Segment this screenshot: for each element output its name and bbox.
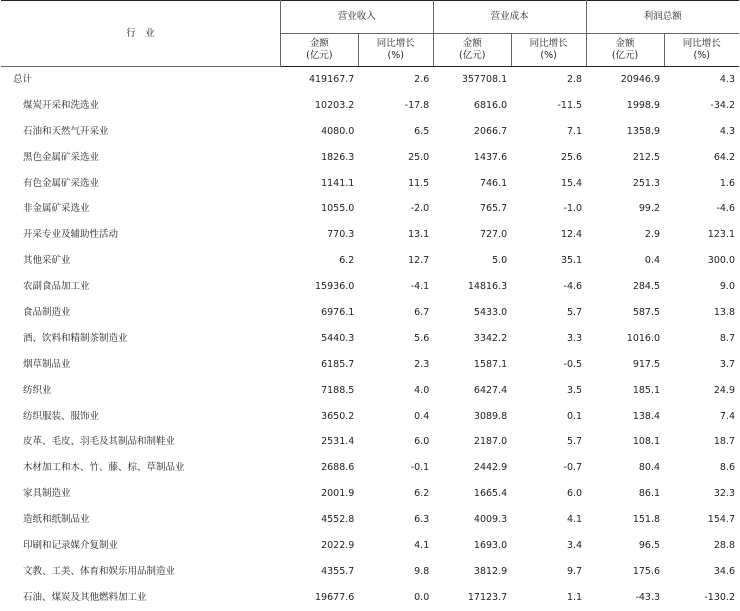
table-row — [1, 326, 739, 352]
cost-amount-cell: 5433.0 — [473, 306, 508, 318]
table-row — [1, 455, 739, 481]
cost-amount-cell: 2066.7 — [473, 125, 508, 137]
table-row — [1, 274, 739, 300]
revenue-growth-cell: 6.5 — [414, 125, 430, 137]
profit-amount-header: 金额 (亿元) — [586, 34, 664, 67]
profit-growth-cell: 154.7 — [707, 514, 735, 526]
revenue-growth-cell: 6.0 — [414, 436, 430, 448]
cost-growth-cell: -0.7 — [563, 462, 583, 474]
table-row — [1, 378, 739, 404]
table-row — [1, 248, 739, 274]
table-row — [1, 352, 739, 378]
cost-growth-cell: -0.5 — [563, 358, 583, 370]
cost-amount-cell: 765.7 — [479, 203, 508, 215]
cost-growth-cell: 0.1 — [566, 410, 583, 422]
profit-growth-cell: 4.3 — [719, 73, 735, 85]
revenue-growth-cell: 6.2 — [414, 488, 430, 500]
table-row — [1, 93, 739, 119]
revenue-amount-cell: 2001.9 — [321, 488, 355, 500]
cost-amount-cell: 5.0 — [492, 255, 508, 267]
cost-amount-header: 金额 (亿元) — [433, 34, 511, 67]
table-row — [1, 481, 739, 507]
revenue-growth-cell: 2.3 — [414, 358, 430, 370]
profit-growth-cell: 18.7 — [713, 436, 735, 448]
profit-amount-cell: 917.5 — [632, 358, 661, 370]
profit-amount-cell: 96.5 — [638, 539, 661, 551]
profit-growth-cell: 300.0 — [707, 255, 735, 267]
revenue-growth-cell: 25.0 — [408, 151, 430, 163]
cost-amount-cell: 2442.9 — [473, 462, 508, 474]
profit-growth-cell: 8.6 — [719, 462, 735, 474]
industry-financials-table — [1, 0, 739, 611]
cost-growth-cell: 5.7 — [566, 436, 583, 448]
industry-name-cell: 黑色金属矿采选业 — [23, 151, 100, 163]
cost-growth-cell: 1.1 — [566, 591, 583, 603]
cost-amount-cell: 6816.0 — [473, 99, 508, 111]
industry-name-cell: 木材加工和木、竹、藤、棕、草制品业 — [23, 462, 185, 474]
revenue-growth-cell: 5.6 — [414, 332, 430, 344]
cost-amount-cell: 1437.6 — [473, 151, 508, 163]
revenue-amount-cell: 1055.0 — [321, 203, 355, 215]
profit-growth-header: 同比增长 (%) — [664, 34, 739, 67]
cost-growth-cell: 15.4 — [560, 177, 583, 189]
profit-amount-cell: 185.1 — [632, 384, 661, 396]
cost-growth-cell: 2.8 — [566, 73, 583, 85]
revenue-amount-cell: 2531.4 — [321, 436, 355, 448]
cost-growth-cell: 7.1 — [566, 125, 583, 137]
profit-amount-cell: 1998.9 — [626, 99, 661, 111]
profit-amount-cell: 212.5 — [632, 151, 661, 163]
profit-growth-cell: 1.6 — [719, 177, 735, 189]
profit-amount-cell: 80.4 — [638, 462, 661, 474]
revenue-amount-cell: 4552.8 — [321, 514, 355, 526]
profit-growth-cell: -34.2 — [710, 99, 735, 111]
revenue-growth-cell: 2.6 — [414, 73, 430, 85]
profit-amount-cell: 0.4 — [644, 255, 661, 267]
cost-amount-cell: 1693.0 — [473, 539, 508, 551]
profit-amount-cell: 151.8 — [632, 514, 661, 526]
cost-growth-cell: 5.7 — [566, 306, 583, 318]
revenue-growth-header: 同比增长 (%) — [358, 34, 433, 67]
revenue-amount-cell: 6185.7 — [321, 358, 355, 370]
cost-amount-cell: 1587.1 — [473, 358, 508, 370]
industry-name-cell: 其他采矿业 — [23, 255, 71, 267]
revenue-growth-cell: 0.4 — [414, 410, 430, 422]
revenue-amount-cell: 7188.5 — [321, 384, 355, 396]
cost-amount-cell: 14816.3 — [467, 281, 508, 293]
revenue-growth-cell: 6.7 — [414, 306, 430, 318]
profit-amount-cell: 20946.9 — [620, 73, 661, 85]
revenue-growth-cell: 0.0 — [414, 591, 430, 603]
revenue-amount-cell: 419167.7 — [308, 73, 355, 85]
profit-growth-cell: 24.9 — [713, 384, 735, 396]
industry-header: 行 业 — [1, 1, 280, 67]
industry-name-cell: 非金属矿采选业 — [23, 203, 90, 215]
profit-amount-cell: 1016.0 — [626, 332, 661, 344]
profit-growth-cell: -130.2 — [704, 591, 735, 603]
revenue-growth-cell: 13.1 — [408, 229, 430, 241]
profit-amount-cell: 284.5 — [632, 281, 661, 293]
industry-name-cell: 造纸和纸制品业 — [23, 514, 90, 526]
revenue-amount-cell: 10203.2 — [315, 99, 355, 111]
table-row — [1, 222, 739, 248]
profit-growth-cell: 3.7 — [719, 358, 735, 370]
table-row — [1, 145, 739, 171]
profit-amount-cell: 2.9 — [644, 229, 661, 241]
industry-name-cell: 煤炭开采和洗选业 — [23, 99, 100, 111]
profit-growth-cell: 4.3 — [719, 125, 735, 137]
table-row — [1, 533, 739, 559]
cost-growth-cell: -4.6 — [563, 281, 583, 293]
cost-amount-cell: 4009.3 — [473, 514, 508, 526]
profit-growth-cell: 28.8 — [713, 539, 735, 551]
table-row — [1, 171, 739, 197]
cost-growth-header: 同比增长 (%) — [511, 34, 586, 67]
profit-amount-cell: 1358.9 — [626, 125, 661, 137]
cost-growth-cell: 3.3 — [566, 332, 583, 344]
cost-growth-cell: 3.5 — [566, 384, 583, 396]
table-row — [1, 196, 739, 222]
cost-amount-cell: 17123.7 — [467, 591, 508, 603]
revenue-growth-cell: 9.8 — [414, 565, 430, 577]
industry-name-cell: 家具制造业 — [23, 488, 71, 500]
profit-amount-cell: 138.4 — [632, 410, 661, 422]
revenue-amount-cell: 5440.3 — [321, 332, 355, 344]
revenue-growth-cell: 11.5 — [408, 177, 430, 189]
revenue-amount-cell: 1141.1 — [321, 177, 355, 189]
revenue-growth-cell: 4.0 — [414, 384, 430, 396]
revenue-header: 营业收入 — [280, 1, 433, 34]
profit-growth-cell: 13.8 — [713, 306, 735, 318]
table-row — [1, 559, 739, 585]
profit-header: 利润总额 — [586, 1, 739, 34]
industry-name-cell: 农副食品加工业 — [23, 281, 90, 293]
revenue-amount-header: 金额 (亿元) — [280, 34, 358, 67]
profit-amount-cell: 99.2 — [638, 203, 661, 215]
table-row — [1, 300, 739, 326]
revenue-amount-cell: 2688.6 — [321, 462, 355, 474]
industry-name-cell: 石油和天然气开采业 — [23, 125, 109, 137]
revenue-amount-cell: 1826.3 — [321, 151, 355, 163]
table-body — [1, 67, 739, 611]
profit-growth-cell: -4.6 — [716, 203, 735, 215]
profit-growth-cell: 7.4 — [719, 410, 735, 422]
industry-name-cell: 纺织服装、服饰业 — [23, 410, 100, 422]
cost-growth-cell: 25.6 — [560, 151, 583, 163]
profit-amount-cell: 175.6 — [632, 565, 661, 577]
revenue-growth-cell: 4.1 — [414, 539, 430, 551]
industry-name-cell: 酒、饮料和精制茶制造业 — [23, 332, 128, 344]
revenue-amount-cell: 19677.6 — [315, 591, 355, 603]
cost-growth-cell: 12.4 — [560, 229, 583, 241]
cost-amount-cell: 3089.8 — [473, 410, 508, 422]
revenue-growth-cell: -17.8 — [404, 99, 430, 111]
cost-amount-cell: 357708.1 — [461, 73, 508, 85]
industry-name-cell: 印刷和记录媒介复制业 — [23, 539, 119, 551]
revenue-growth-cell: 12.7 — [408, 255, 430, 267]
revenue-growth-cell: -2.0 — [410, 203, 430, 215]
profit-amount-cell: -43.3 — [635, 591, 661, 603]
cost-growth-cell: -11.5 — [557, 99, 583, 111]
cost-growth-cell: 6.0 — [566, 488, 583, 500]
profit-amount-cell: 587.5 — [632, 306, 661, 318]
industry-name-cell: 皮革、毛皮、羽毛及其制品和制鞋业 — [23, 436, 176, 448]
revenue-amount-cell: 2022.9 — [321, 539, 355, 551]
revenue-growth-cell: -0.1 — [410, 462, 430, 474]
industry-name-cell: 食品制造业 — [23, 306, 71, 318]
revenue-amount-cell: 4355.7 — [321, 565, 355, 577]
revenue-growth-cell: -4.1 — [410, 281, 430, 293]
cost-growth-cell: 3.4 — [566, 539, 583, 551]
cost-amount-cell: 3812.9 — [473, 565, 508, 577]
table-row — [1, 585, 739, 611]
revenue-amount-cell: 3650.2 — [321, 410, 355, 422]
cost-growth-cell: -1.0 — [563, 203, 583, 215]
revenue-amount-cell: 4080.0 — [321, 125, 355, 137]
cost-amount-cell: 3342.2 — [473, 332, 508, 344]
profit-growth-cell: 32.3 — [713, 488, 735, 500]
profit-growth-cell: 8.7 — [719, 332, 735, 344]
profit-amount-cell: 86.1 — [638, 488, 661, 500]
profit-growth-cell: 9.0 — [719, 281, 735, 293]
table-row — [1, 429, 739, 455]
industry-name-cell: 纺织业 — [23, 384, 52, 396]
industry-name-cell: 石油、煤炭及其他燃料加工业 — [23, 591, 147, 603]
cost-amount-cell: 727.0 — [479, 229, 508, 241]
table-row — [1, 404, 739, 430]
revenue-amount-cell: 770.3 — [327, 229, 355, 241]
revenue-amount-cell: 6.2 — [339, 255, 355, 267]
profit-growth-cell: 64.2 — [713, 151, 735, 163]
profit-amount-cell: 108.1 — [632, 436, 661, 448]
profit-growth-cell: 123.1 — [707, 229, 735, 241]
cost-growth-cell: 4.1 — [566, 514, 583, 526]
industry-name-cell: 开采专业及辅助性活动 — [23, 229, 119, 241]
table-row — [1, 119, 739, 145]
cost-header: 营业成本 — [433, 1, 586, 34]
revenue-amount-cell: 6976.1 — [321, 306, 355, 318]
industry-name-cell: 文教、工美、体育和娱乐用品制造业 — [23, 565, 176, 577]
industry-name-cell: 烟草制品业 — [23, 358, 71, 370]
cost-amount-cell: 1665.4 — [473, 488, 508, 500]
cost-amount-cell: 2187.0 — [473, 436, 508, 448]
revenue-amount-cell: 15936.0 — [315, 281, 355, 293]
profit-growth-cell: 34.6 — [713, 565, 735, 577]
cost-amount-cell: 746.1 — [479, 177, 508, 189]
total-row — [1, 67, 739, 93]
cost-amount-cell: 6427.4 — [473, 384, 508, 396]
industry-name-cell: 有色金属矿采选业 — [23, 177, 100, 189]
profit-amount-cell: 251.3 — [632, 177, 661, 189]
cost-growth-cell: 9.7 — [566, 565, 583, 577]
table-row — [1, 507, 739, 533]
cost-growth-cell: 35.1 — [560, 255, 583, 267]
industry-name-cell: 总计 — [13, 73, 33, 85]
revenue-growth-cell: 6.3 — [414, 514, 430, 526]
